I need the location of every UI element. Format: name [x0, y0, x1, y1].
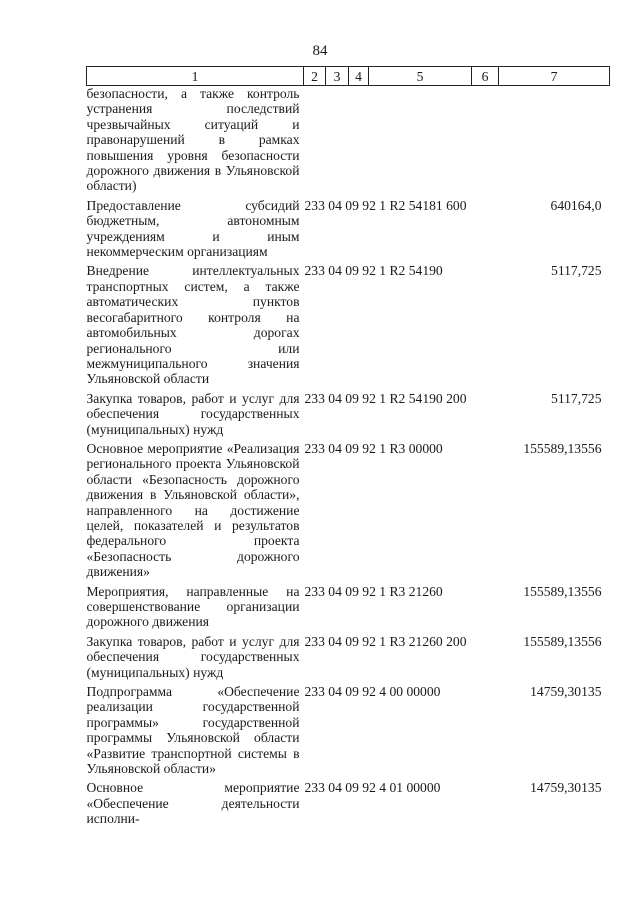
row-classification-code: 233 04 09 92 1 R3 21260 [304, 583, 443, 599]
row-classification-code: 233 04 09 92 4 00 00000 [304, 684, 441, 700]
row-classification-code: 233 04 09 92 1 R3 21260 200 [304, 633, 467, 649]
table-row [87, 584, 610, 630]
row-description: Основное мероприятие «Реализация регионального проекта Ульяновской области «Безопасность дорожного движения в Ульяновской области», направленного на достижение целей, показателей и результатов федерального проекта «Безопасность дорожного движения» [86, 440, 300, 580]
row-amount: 155589,13556 [523, 633, 602, 649]
row-classification-code [304, 86, 499, 194]
row-classification-code: 233 04 09 92 1 R2 54181 600 [304, 197, 467, 213]
page-number: 84 [312, 43, 328, 59]
budget-table [86, 66, 610, 827]
row-description: Закупка товаров, работ и услуг для обеспечения государственных (муниципальных) нужд [86, 390, 300, 437]
row-description: Закупка товаров, работ и услуг для обеспечения государственных (муниципальных) нужд [86, 633, 300, 680]
column-header-6: 6 [472, 67, 499, 86]
table-row [87, 198, 610, 260]
column-header-3: 3 [326, 67, 349, 86]
row-classification-code: 233 04 09 92 1 R2 54190 [304, 263, 443, 279]
row-description: Подпрограмма «Обеспечение реализации государственной программы» государственной программы Ульяновской области «Развитие транспортной системы в Ульяновской области» [86, 684, 300, 777]
row-description: безопасности, а также контроль устранения последствий чрезвычайных ситуаций и правонарушений в рамках повышения уровня безопасности дорожного движения в Ульяновской области) [86, 86, 300, 194]
column-number-row [87, 67, 610, 86]
column-header-4: 4 [349, 67, 369, 86]
row-amount: 14759,30135 [530, 684, 602, 700]
column-header-7: 7 [499, 67, 610, 86]
row-amount: 14759,30135 [530, 780, 602, 796]
table-row [87, 263, 610, 386]
row-description: Внедрение интеллектуальных транспортных систем, а также автоматических пунктов весогабаритного контроля на автомобильных дорогах регионального или межмуниципального значения Ульяновской области [86, 263, 300, 387]
column-header-1: 1 [87, 67, 304, 86]
row-amount: 155589,13556 [523, 583, 602, 599]
row-amount: 640164,0 [550, 197, 602, 213]
table-row [87, 780, 610, 826]
table-row [87, 634, 610, 680]
row-amount: 5117,725 [551, 390, 602, 406]
row-classification-code: 233 04 09 92 1 R3 00000 [304, 440, 443, 456]
row-description: Предоставление субсидий бюджетным, автономным учреждениям и иным некоммерческим организациям [86, 197, 300, 260]
column-header-5: 5 [369, 67, 472, 86]
row-description: Мероприятия, направленные на совершенствование организации дорожного движения [86, 583, 300, 630]
row-classification-code: 233 04 09 92 4 01 00000 [304, 780, 441, 796]
row-classification-code: 233 04 09 92 1 R2 54190 200 [304, 390, 467, 406]
table-row [87, 391, 610, 437]
table-row [87, 441, 610, 580]
table-row [87, 684, 610, 776]
row-description: Основное мероприятие «Обеспечение деятельности исполни- [86, 780, 300, 827]
row-amount [499, 86, 610, 194]
row-amount: 155589,13556 [523, 440, 602, 456]
table-row [87, 86, 610, 194]
column-header-2: 2 [304, 67, 326, 86]
row-amount: 5117,725 [551, 263, 602, 279]
